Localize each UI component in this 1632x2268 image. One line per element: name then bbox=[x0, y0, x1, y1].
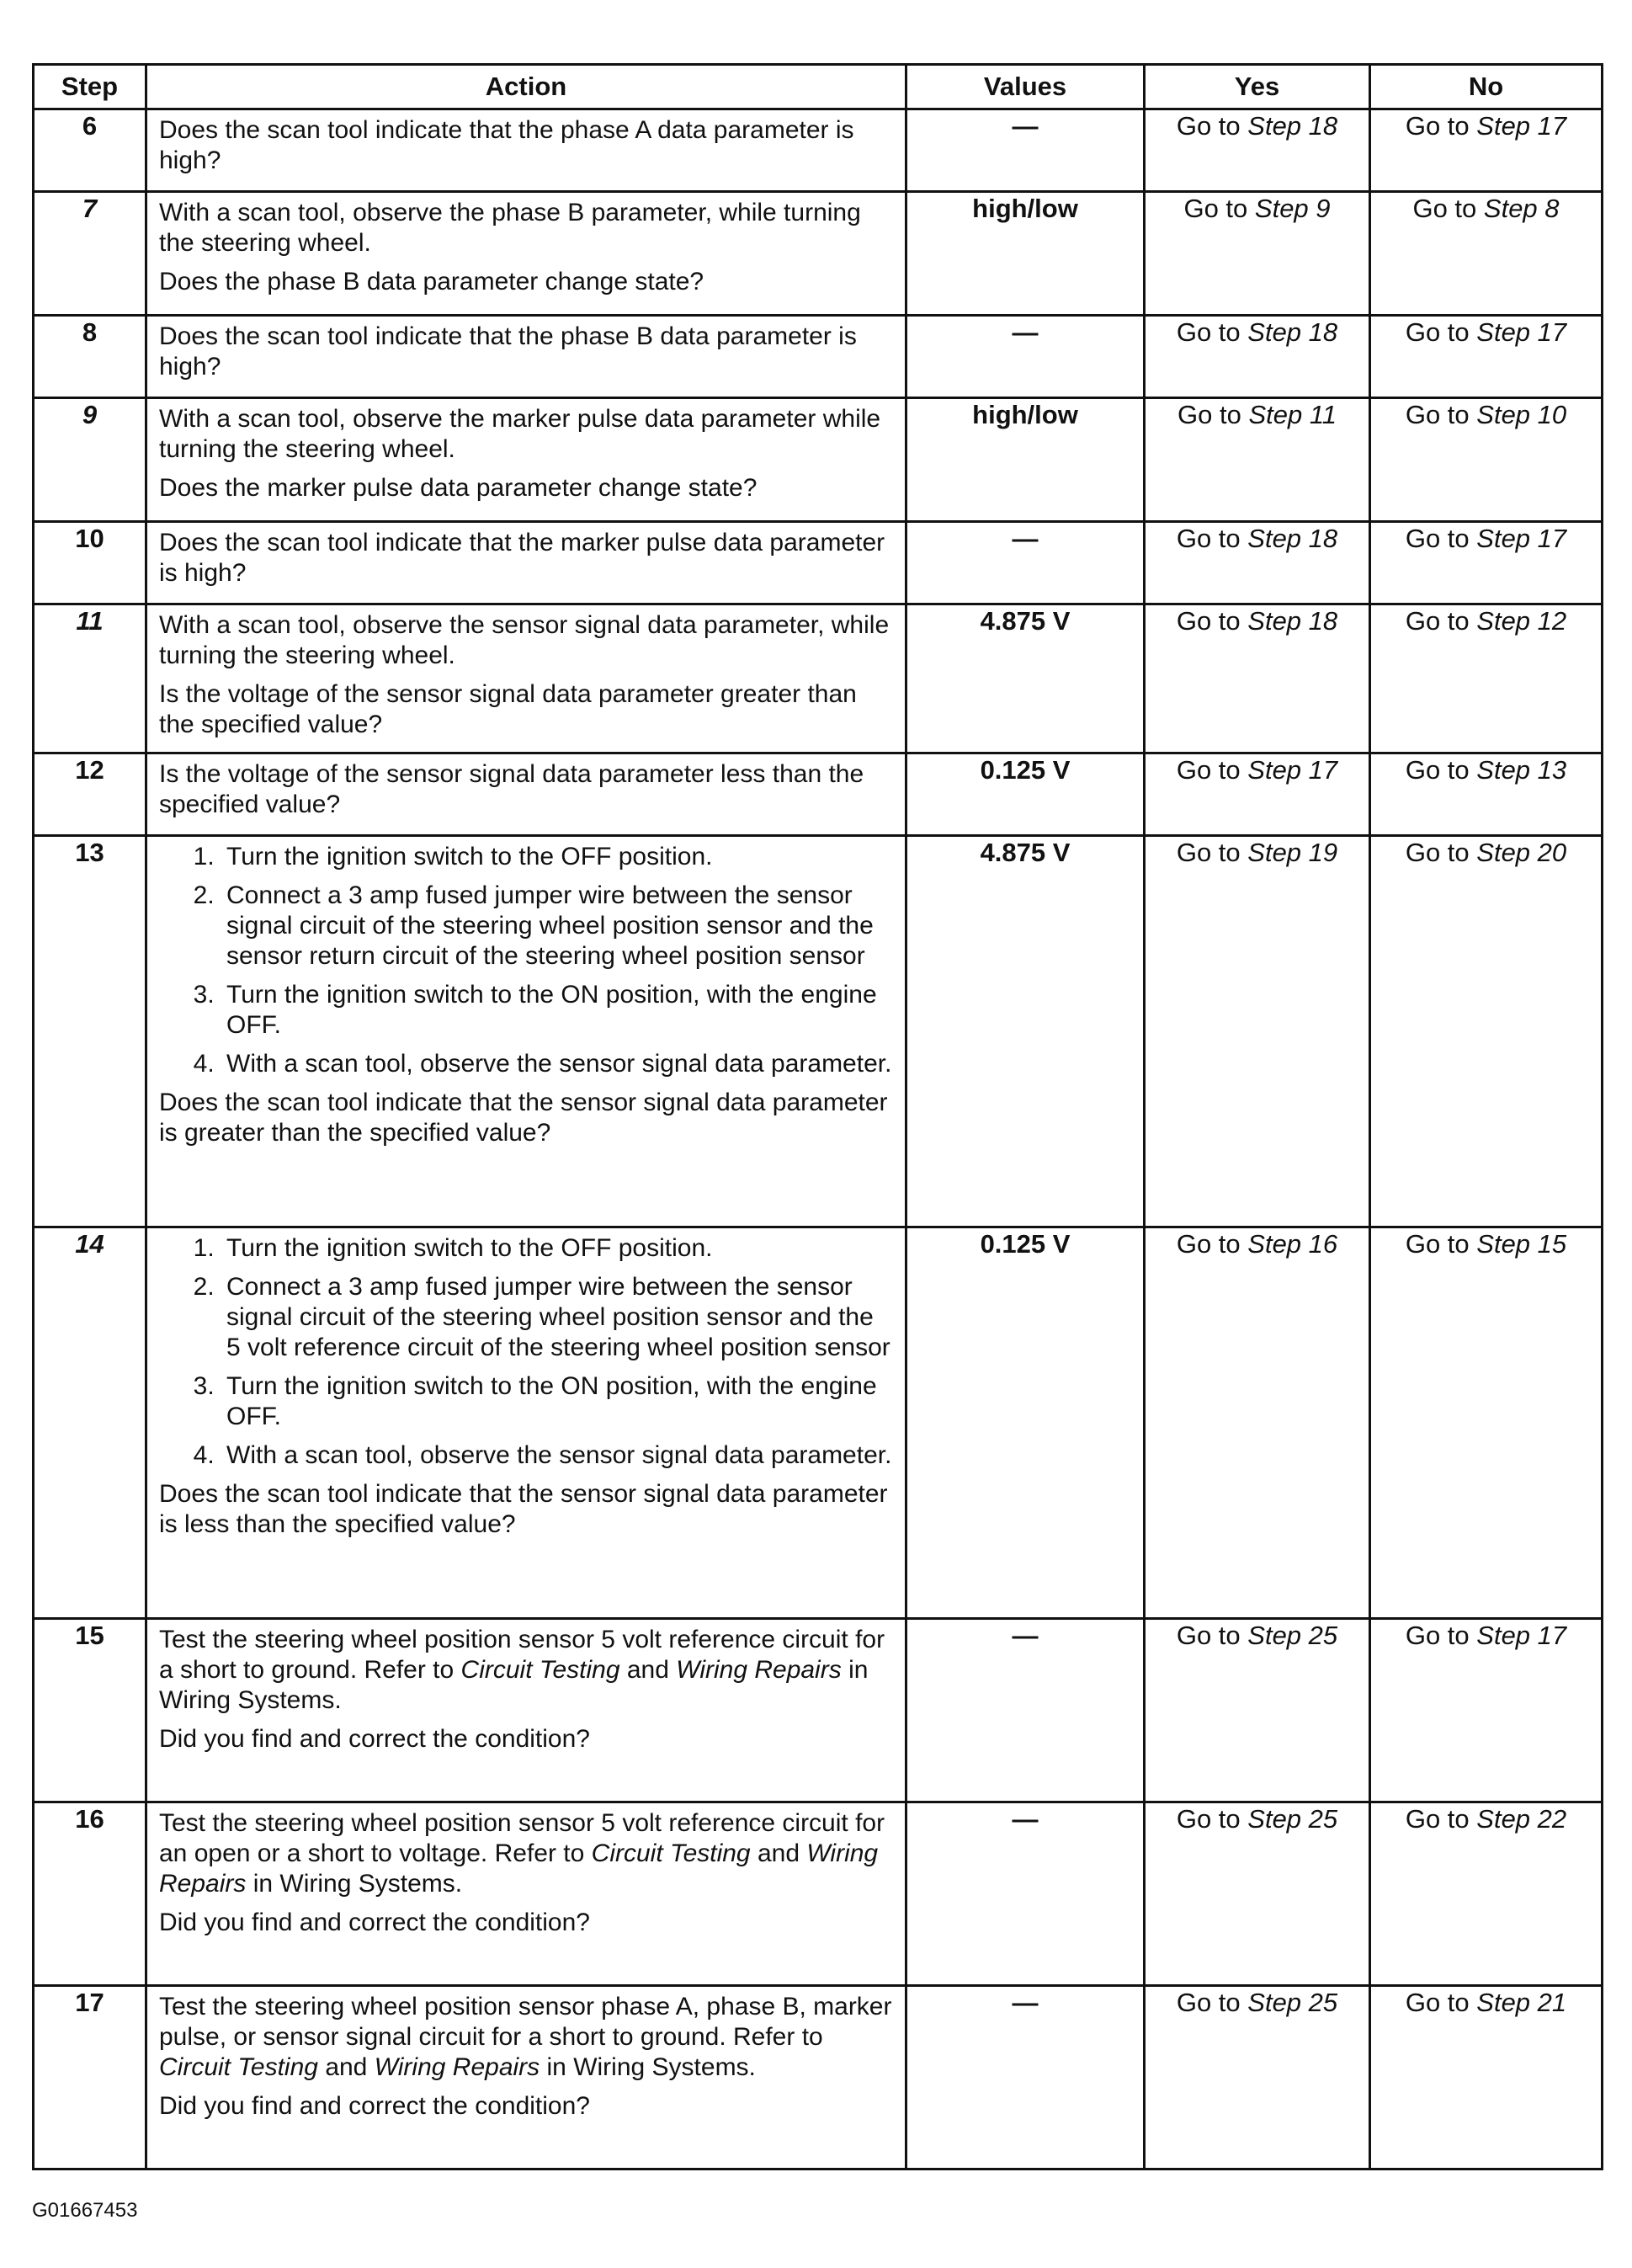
spec-value: — bbox=[906, 316, 1145, 398]
procedure-item: 1. Turn the ignition switch to the OFF position. bbox=[221, 1233, 893, 1264]
no-goto: Go to bbox=[1405, 111, 1470, 141]
action-cell bbox=[146, 522, 906, 604]
no-goto: Go to bbox=[1405, 1229, 1470, 1259]
yes-step-ref: Step 17 bbox=[1247, 755, 1338, 785]
action-text-and: and bbox=[325, 2053, 368, 2081]
no-goto: Go to bbox=[1405, 755, 1470, 785]
procedure-list bbox=[159, 842, 893, 1079]
no-cell bbox=[1370, 836, 1603, 1227]
spec-value: — bbox=[906, 1802, 1145, 1986]
action-question: Does the phase B data parameter change state? bbox=[159, 268, 704, 295]
no-goto: Go to bbox=[1405, 606, 1470, 636]
action-cell bbox=[146, 836, 906, 1227]
yes-cell bbox=[1145, 1227, 1370, 1619]
spec-value: high/low bbox=[906, 398, 1145, 522]
action-text: Does the scan tool indicate that the phase B data parameter is high? bbox=[159, 322, 857, 381]
no-goto: Go to bbox=[1405, 1804, 1470, 1834]
action-text-and: and bbox=[626, 1656, 669, 1684]
yes-goto: Go to bbox=[1176, 1229, 1241, 1259]
action-cell bbox=[146, 109, 906, 192]
table-row bbox=[34, 1619, 1603, 1802]
no-cell bbox=[1370, 1986, 1603, 2170]
no-cell bbox=[1370, 1619, 1603, 1802]
action-text: With a scan tool, observe the marker pulse data parameter while turning the steering wheel. bbox=[159, 405, 881, 463]
no-goto: Go to bbox=[1412, 194, 1477, 223]
action-cell bbox=[146, 398, 906, 522]
header-values: Values bbox=[906, 65, 1145, 109]
yes-cell bbox=[1145, 398, 1370, 522]
spec-value: 0.125 V bbox=[906, 753, 1145, 836]
action-text bbox=[159, 1992, 893, 2083]
yes-step-ref: Step 16 bbox=[1247, 1229, 1338, 1259]
yes-step-ref: Step 25 bbox=[1247, 1621, 1338, 1650]
table-row bbox=[34, 1802, 1603, 1986]
action-question: Does the marker pulse data parameter change state? bbox=[159, 474, 758, 502]
yes-goto: Go to bbox=[1176, 1988, 1241, 2017]
table-row bbox=[34, 753, 1603, 836]
step-number: 15 bbox=[34, 1619, 146, 1802]
action-text-tail: in Wiring Systems. bbox=[159, 1656, 869, 1714]
yes-cell bbox=[1145, 316, 1370, 398]
yes-goto: Go to bbox=[1183, 194, 1248, 223]
procedure-item: 4. With a scan tool, observe the sensor signal data parameter. bbox=[221, 1440, 893, 1471]
no-step-ref: Step 22 bbox=[1476, 1804, 1567, 1834]
action-text-tail: in Wiring Systems. bbox=[546, 2053, 756, 2081]
step-number: 16 bbox=[34, 1802, 146, 1986]
reference-circuit-testing: Circuit Testing bbox=[159, 2053, 318, 2081]
table-row bbox=[34, 1227, 1603, 1619]
header-action: Action bbox=[146, 65, 906, 109]
yes-step-ref: Step 11 bbox=[1248, 400, 1337, 429]
yes-cell bbox=[1145, 604, 1370, 753]
table-row bbox=[34, 1986, 1603, 2170]
action-text: Does the scan tool indicate that the phase A data parameter is high? bbox=[159, 116, 854, 174]
action-cell bbox=[146, 1227, 906, 1619]
yes-step-ref: Step 18 bbox=[1247, 524, 1338, 553]
yes-step-ref: Step 18 bbox=[1247, 317, 1338, 347]
diagnostic-table bbox=[32, 63, 1603, 2170]
header-yes: Yes bbox=[1145, 65, 1370, 109]
procedure-item: 3. Turn the ignition switch to the ON position, with the engine OFF. bbox=[221, 1371, 893, 1432]
spec-value: — bbox=[906, 1986, 1145, 2170]
figure-id: G01667453 bbox=[32, 2199, 138, 2222]
table-row bbox=[34, 192, 1603, 316]
procedure-list bbox=[159, 1233, 893, 1471]
action-text bbox=[159, 1808, 893, 1899]
spec-value: — bbox=[906, 1619, 1145, 1802]
procedure-item: 2. Connect a 3 amp fused jumper wire between the sensor signal circuit of the steering wheel position sensor and the sensor return circuit of the steering wheel position sensor bbox=[221, 881, 893, 972]
no-goto: Go to bbox=[1405, 400, 1470, 429]
spec-value: 4.875 V bbox=[906, 836, 1145, 1227]
action-cell bbox=[146, 1986, 906, 2170]
procedure-item: 1. Turn the ignition switch to the OFF position. bbox=[221, 842, 893, 872]
yes-step-ref: Step 18 bbox=[1247, 111, 1338, 141]
no-cell bbox=[1370, 604, 1603, 753]
action-text bbox=[159, 1625, 893, 1716]
step-number: 13 bbox=[34, 836, 146, 1227]
action-text: Does the scan tool indicate that the marker pulse data parameter is high? bbox=[159, 529, 885, 587]
no-step-ref: Step 8 bbox=[1483, 194, 1560, 223]
step-number: 11 bbox=[34, 604, 146, 753]
yes-step-ref: Step 25 bbox=[1247, 1804, 1338, 1834]
yes-goto: Go to bbox=[1176, 606, 1241, 636]
no-cell bbox=[1370, 1802, 1603, 1986]
procedure-item: 4. With a scan tool, observe the sensor signal data parameter. bbox=[221, 1049, 893, 1079]
yes-cell bbox=[1145, 836, 1370, 1227]
action-text: Is the voltage of the sensor signal data parameter less than the specified value? bbox=[159, 760, 864, 818]
spec-value: — bbox=[906, 109, 1145, 192]
step-number: 10 bbox=[34, 522, 146, 604]
no-goto: Go to bbox=[1405, 524, 1470, 553]
no-cell bbox=[1370, 522, 1603, 604]
no-goto: Go to bbox=[1405, 1621, 1470, 1650]
action-cell bbox=[146, 316, 906, 398]
action-question: Does the scan tool indicate that the sensor signal data parameter is greater than the specified value? bbox=[159, 1089, 888, 1147]
no-step-ref: Step 15 bbox=[1476, 1229, 1567, 1259]
action-text-and: and bbox=[757, 1839, 800, 1867]
yes-goto: Go to bbox=[1176, 111, 1241, 141]
yes-cell bbox=[1145, 753, 1370, 836]
step-number: 8 bbox=[34, 316, 146, 398]
action-cell bbox=[146, 192, 906, 316]
yes-goto: Go to bbox=[1176, 1804, 1241, 1834]
yes-goto: Go to bbox=[1176, 317, 1241, 347]
no-cell bbox=[1370, 316, 1603, 398]
action-question: Did you find and correct the condition? bbox=[159, 1909, 590, 1936]
yes-cell bbox=[1145, 192, 1370, 316]
action-text-lead: Test the steering wheel position sensor 5 volt reference circuit for an open or a short to voltage. Refer to bbox=[159, 1809, 885, 1867]
yes-cell bbox=[1145, 1986, 1370, 2170]
no-cell bbox=[1370, 398, 1603, 522]
yes-goto: Go to bbox=[1176, 838, 1241, 867]
yes-step-ref: Step 18 bbox=[1247, 606, 1338, 636]
table-row bbox=[34, 109, 1603, 192]
action-text-lead: Test the steering wheel position sensor 5 volt reference circuit for a short to ground. Refer to bbox=[159, 1626, 885, 1684]
yes-goto: Go to bbox=[1177, 400, 1241, 429]
action-question: Does the scan tool indicate that the sensor signal data parameter is less than the specified value? bbox=[159, 1480, 888, 1538]
action-text-tail: in Wiring Systems. bbox=[253, 1870, 463, 1898]
action-cell bbox=[146, 1619, 906, 1802]
action-cell bbox=[146, 1802, 906, 1986]
spec-value: 0.125 V bbox=[906, 1227, 1145, 1619]
step-number: 6 bbox=[34, 109, 146, 192]
no-step-ref: Step 12 bbox=[1476, 606, 1567, 636]
no-step-ref: Step 21 bbox=[1476, 1988, 1567, 2017]
no-step-ref: Step 17 bbox=[1476, 1621, 1567, 1650]
yes-cell bbox=[1145, 1619, 1370, 1802]
no-goto: Go to bbox=[1405, 838, 1470, 867]
header-row bbox=[34, 65, 1603, 109]
yes-step-ref: Step 19 bbox=[1247, 838, 1338, 867]
no-step-ref: Step 17 bbox=[1476, 111, 1567, 141]
no-step-ref: Step 20 bbox=[1476, 838, 1567, 867]
step-number: 14 bbox=[34, 1227, 146, 1619]
reference-circuit-testing: Circuit Testing bbox=[460, 1656, 620, 1684]
procedure-item: 3. Turn the ignition switch to the ON position, with the engine OFF. bbox=[221, 980, 893, 1041]
action-cell bbox=[146, 753, 906, 836]
table-row bbox=[34, 398, 1603, 522]
table-row bbox=[34, 604, 1603, 753]
yes-cell bbox=[1145, 109, 1370, 192]
yes-cell bbox=[1145, 522, 1370, 604]
action-cell bbox=[146, 604, 906, 753]
yes-goto: Go to bbox=[1176, 755, 1241, 785]
action-text: With a scan tool, observe the phase B parameter, while turning the steering wheel. bbox=[159, 199, 861, 257]
no-goto: Go to bbox=[1405, 317, 1470, 347]
reference-circuit-testing: Circuit Testing bbox=[591, 1839, 751, 1867]
table-row bbox=[34, 836, 1603, 1227]
no-cell bbox=[1370, 192, 1603, 316]
step-number: 17 bbox=[34, 1986, 146, 2170]
reference-wiring-repairs: Wiring Repairs bbox=[676, 1656, 842, 1684]
action-text: With a scan tool, observe the sensor signal data parameter, while turning the steering wheel. bbox=[159, 611, 890, 669]
header-step: Step bbox=[34, 65, 146, 109]
no-step-ref: Step 17 bbox=[1476, 317, 1567, 347]
no-cell bbox=[1370, 109, 1603, 192]
reference-wiring-repairs: Wiring Repairs bbox=[374, 2053, 540, 2081]
action-text-lead: Test the steering wheel position sensor phase A, phase B, marker pulse, or sensor signal circuit for a short to ground. Refer to bbox=[159, 1993, 892, 2051]
yes-step-ref: Step 9 bbox=[1254, 194, 1331, 223]
yes-goto: Go to bbox=[1176, 524, 1241, 553]
action-question: Did you find and correct the condition? bbox=[159, 2092, 590, 2120]
no-step-ref: Step 13 bbox=[1476, 755, 1567, 785]
no-step-ref: Step 10 bbox=[1476, 400, 1567, 429]
yes-goto: Go to bbox=[1176, 1621, 1241, 1650]
spec-value: — bbox=[906, 522, 1145, 604]
reference-wiring-repairs: Wiring Repairs bbox=[159, 1839, 879, 1898]
action-question: Did you find and correct the condition? bbox=[159, 1725, 590, 1753]
table-row bbox=[34, 522, 1603, 604]
step-number: 9 bbox=[34, 398, 146, 522]
yes-step-ref: Step 25 bbox=[1247, 1988, 1338, 2017]
no-goto: Go to bbox=[1405, 1988, 1470, 2017]
spec-value: 4.875 V bbox=[906, 604, 1145, 753]
no-cell bbox=[1370, 1227, 1603, 1619]
header-no: No bbox=[1370, 65, 1603, 109]
table-body bbox=[34, 109, 1603, 2170]
table-row bbox=[34, 316, 1603, 398]
step-number: 12 bbox=[34, 753, 146, 836]
procedure-item: 2. Connect a 3 amp fused jumper wire between the sensor signal circuit of the steering wheel position sensor and the 5 volt reference circuit of the steering wheel position sensor bbox=[221, 1272, 893, 1363]
no-cell bbox=[1370, 753, 1603, 836]
action-question: Is the voltage of the sensor signal data parameter greater than the specified value? bbox=[159, 680, 857, 738]
no-step-ref: Step 17 bbox=[1476, 524, 1567, 553]
spec-value: high/low bbox=[906, 192, 1145, 316]
yes-cell bbox=[1145, 1802, 1370, 1986]
step-number: 7 bbox=[34, 192, 146, 316]
